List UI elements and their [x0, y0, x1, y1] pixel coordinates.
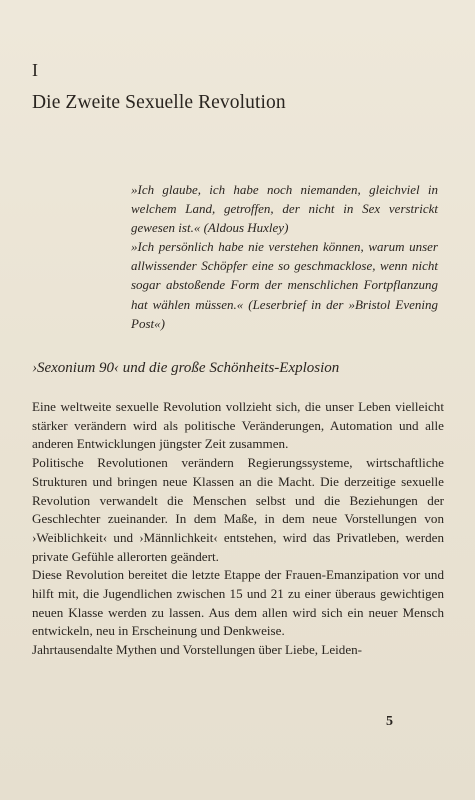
paragraph: Eine weltweite sexuelle Revolution vollzieht sich, die unser Leben vielleicht stärker verändern wird als politische Veränderungen, Automation und alle anderen Entwicklungen jüngster Zeit zusammen.: [32, 399, 444, 452]
paragraph: Jahrtausendalte Mythen und Vorstellungen über Liebe, Leiden-: [32, 642, 363, 658]
body-text: [32, 398, 444, 660]
paragraph: Diese Revolution bereitet die letzte Etappe der Frauen-Emanzipation vor und hilft mit, die Jugendlichen zwischen 15 und 21 zu einer überaus gewichtigen neuen Klasse werden zu lassen. Aus dem allen wird sich ein neuer Mensch entwickeln, neu in Erscheinung und Denkweise.: [32, 567, 444, 639]
paragraph: Politische Revolutionen verändern Regierungssysteme, wirtschaftliche Strukturen und bringen neue Klassen an die Macht. Die derzeitige sexuelle Revolution verwandelt die Menschen selbst und die Beziehungen der Geschlechter zueinander. In dem Maße, in dem neue Vorstellungen von ›Weiblichkeit‹ und ›Männlichkeit‹ entstehen, wird das Privatleben, werden private Gefühle allerorten geändert.: [32, 455, 444, 564]
epigraph-quote: »Ich glaube, ich habe noch niemanden, gleichviel in welchem Land, getroffen, der nicht in Sex verstrickt gewesen ist.« (Aldous Huxley): [131, 182, 438, 236]
epigraph-quote: »Ich persönlich habe nie verstehen können, warum unser allwissender Schöpfer eine so geschmacklose, wenn nicht sogar abstoßende Form der menschlichen Fortpflanzung hat wählen müssen.« (Leserbrief in der »Bristol Evening Post«): [131, 239, 438, 331]
page-number: 5: [386, 714, 393, 729]
section-heading: ›Sexonium 90‹ und die große Schönheits-Explosion: [32, 360, 340, 376]
epigraph: [131, 180, 438, 333]
chapter-number: I: [32, 60, 39, 80]
chapter-title: Die Zweite Sexuelle Revolution: [32, 92, 286, 113]
